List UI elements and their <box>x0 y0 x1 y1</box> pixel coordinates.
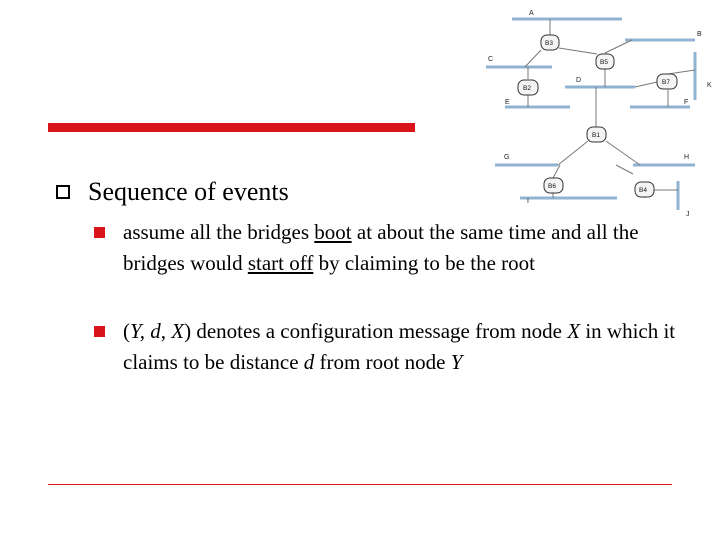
bridge-label-b1: B1 <box>592 132 600 139</box>
bullet-item-2 <box>94 316 684 378</box>
lan-label-i: I <box>527 198 529 205</box>
title-row <box>56 172 289 212</box>
bridge-label-b4: B4 <box>639 187 647 194</box>
bullet-square-icon <box>94 326 105 337</box>
lan-label-d: D <box>576 77 582 84</box>
lan-label-h: H <box>684 154 690 161</box>
lan-label-a: A <box>529 10 534 17</box>
bridge-label-b6: B6 <box>548 183 556 190</box>
bullet-item-1 <box>94 217 684 279</box>
lan-label-e: E <box>505 99 510 106</box>
lan-label-k: K <box>707 82 712 89</box>
lan-label-j: J <box>686 211 690 218</box>
bridge-label-b2: B2 <box>523 85 531 92</box>
title-bullet-icon <box>56 185 70 199</box>
lan-label-g: G <box>504 154 510 161</box>
bridge-label-b7: B7 <box>662 79 670 86</box>
slide-title: Sequence of events <box>88 177 289 206</box>
lan-label-b: B <box>697 31 702 38</box>
bullet-text-1: assume all the bridges boot at about the same time and all the bridges would start off by claiming to be the root <box>123 220 639 275</box>
lan-label-c: C <box>488 56 494 63</box>
bullet-square-icon <box>94 227 105 238</box>
title-rule <box>48 123 415 132</box>
bridge-label-b3: B3 <box>545 40 553 47</box>
bullet-text-2: (Y, d, X) denotes a configuration message from node X in which it claims to be distance d from root node Y <box>123 319 676 374</box>
lan-label-f: F <box>684 99 689 106</box>
bridge-label-b5: B5 <box>600 59 608 66</box>
footer-rule <box>48 484 672 485</box>
